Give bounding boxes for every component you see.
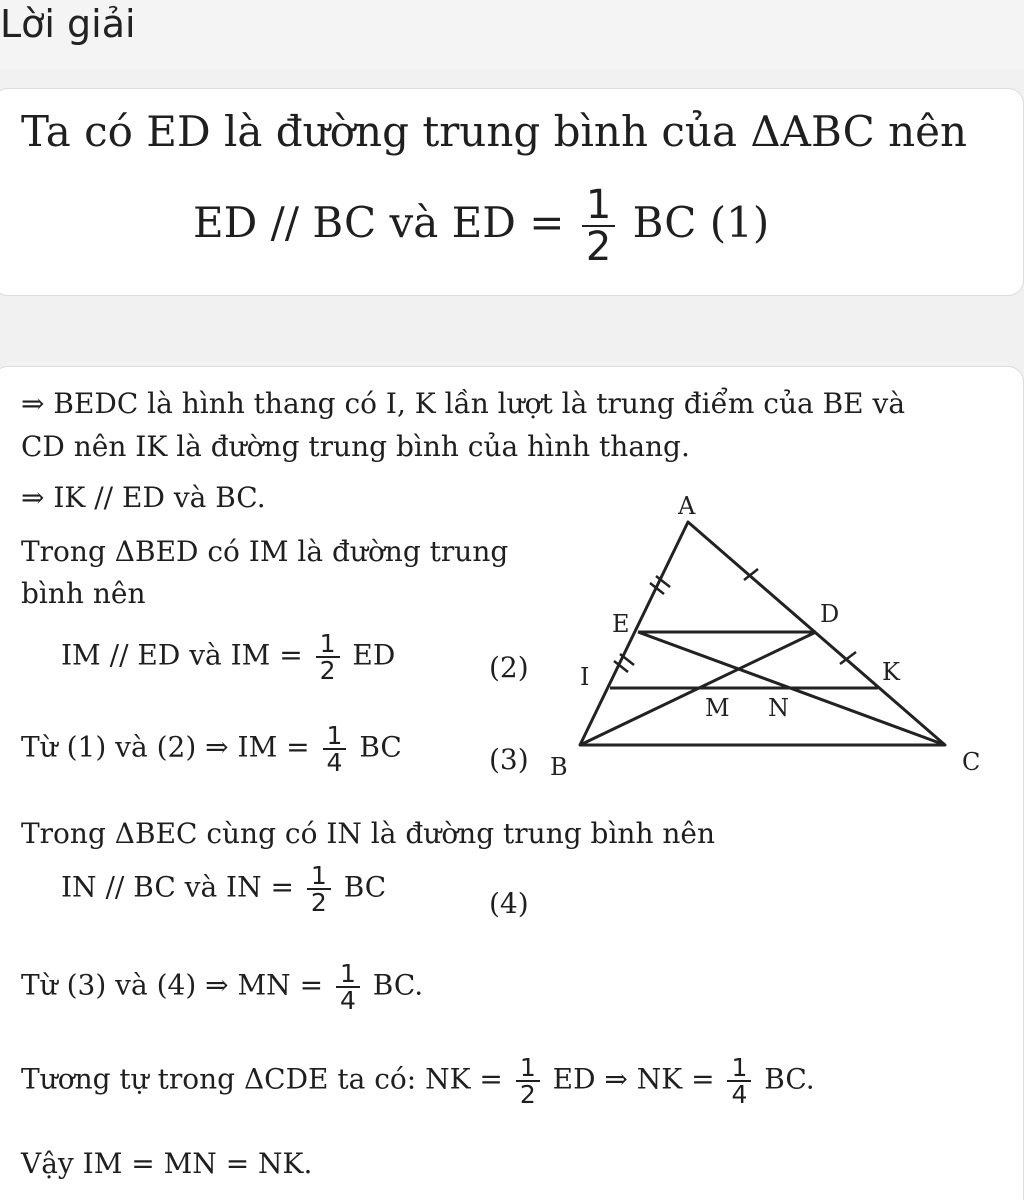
conclusion-line: Vậy IM = MN = NK.: [21, 1147, 313, 1180]
solution-line-4: Trong ΔBED có IM là đường trung: [21, 535, 509, 568]
label-e: E: [612, 610, 630, 638]
label-b: B: [550, 753, 568, 781]
intro-eq-right: BC (1): [632, 198, 770, 247]
equation-6: Tương tự trong ΔCDE ta có: NK = $\frac{1}{2}$ ED ⇒ NK = $\frac{1}{4}$ BC.: [21, 1053, 815, 1109]
label-i: I: [580, 663, 590, 691]
fraction-one-half: $\frac{1}{2}$: [582, 185, 615, 267]
intro-line-1: Ta có ED là đường trung bình của ΔABC nên: [21, 107, 968, 156]
solution-line-5: bình nên: [21, 577, 146, 610]
label-d: D: [820, 600, 840, 628]
solution-line-2: CD nên IK là đường trung bình của hình thang.: [21, 430, 690, 463]
label-n: N: [768, 694, 789, 722]
solution-line-3: ⇒ IK // ED và BC.: [21, 481, 266, 514]
page-title: Lời giải: [0, 2, 136, 46]
equation-4: IN // BC và IN = $\frac{1}{2}$ BC: [61, 861, 387, 917]
solution-line-6: Trong ΔBEC cùng có IN là đường trung bình nên: [21, 817, 716, 850]
intro-eq-left: ED // BC và ED =: [193, 198, 565, 247]
label-k: K: [882, 658, 900, 686]
intro-card: [0, 88, 1024, 296]
label-a: A: [678, 492, 696, 520]
intro-line-2: [193, 182, 770, 270]
equation-2: IM // ED và IM = $\frac{1}{2}$ ED: [61, 629, 396, 685]
equation-3: Từ (1) và (2) ⇒ IM = $\frac{1}{4}$ BC: [21, 721, 402, 777]
equation-5: Từ (3) và (4) ⇒ MN = $\frac{1}{4}$ BC.: [21, 959, 424, 1015]
equation-3-tag: (3): [489, 743, 529, 776]
label-c: C: [962, 748, 981, 776]
label-m: M: [705, 694, 730, 722]
equation-2-tag: (2): [489, 651, 529, 684]
triangle-figure: [540, 490, 1020, 790]
solution-line-1: ⇒ BEDC là hình thang có I, K lần lượt là trung điểm của BE và: [21, 387, 906, 420]
equation-4-tag: (4): [489, 887, 529, 920]
header-bar: [0, 0, 1024, 70]
